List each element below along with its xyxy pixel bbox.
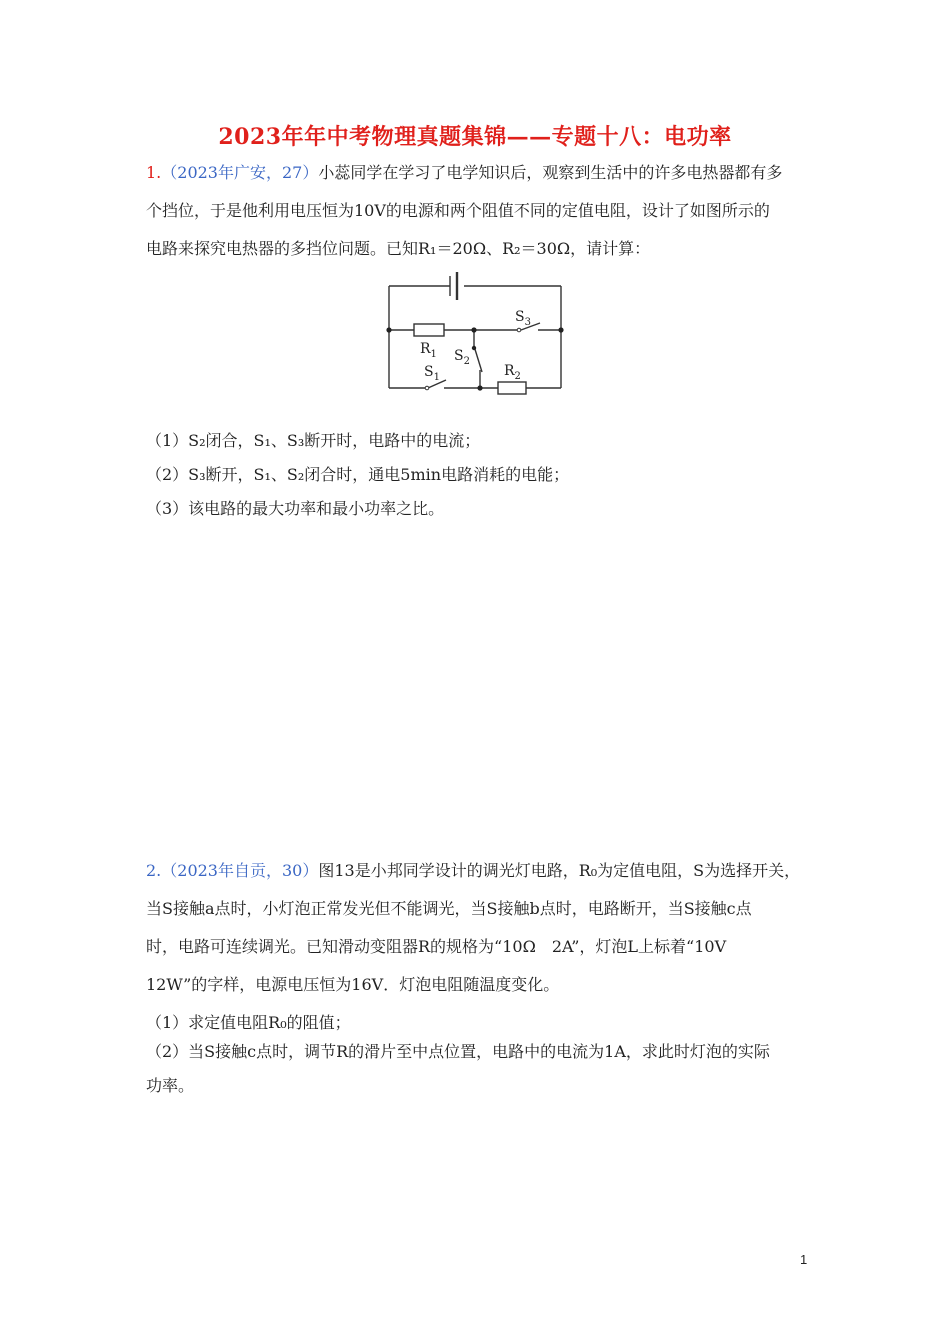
question-2-line-4: 12W”的字样，电源电压恒为16V．灯泡电阻随温度变化。 <box>146 975 560 994</box>
question-1-number: 1. <box>146 163 162 182</box>
r1-label: $R_1$ <box>420 341 437 360</box>
question-1-sub-1: （1）S₂闭合，S₁、S₃断开时，电路中的电流； <box>146 431 481 450</box>
question-1-line-1 <box>146 154 826 192</box>
question-1-sub-2: （2）S₃断开，S₁、S₂闭合时，通电5min电路消耗的电能； <box>146 465 570 484</box>
question-2-text-1: 图13是小邦同学设计的调光灯电路，R₀为定值电阻，S为选择开关， <box>318 861 801 880</box>
r2-label: $R_2$ <box>504 363 521 382</box>
question-2-sub-1: （1）求定值电阻R₀的阻值； <box>146 1013 351 1032</box>
question-2-sub-2-line-2: 功率。 <box>146 1076 195 1095</box>
question-1-line-3: 电路来探究电热器的多挡位问题。已知R₁＝20Ω、R₂＝30Ω，请计算： <box>146 239 651 258</box>
question-2-line-1 <box>146 852 826 890</box>
question-2-line-3: 时，电路可连续调光。已知滑动变阻器R的规格为“10Ω 2A”，灯泡L上标着“10V <box>146 937 727 956</box>
question-2-source: （2023年自贡，30） <box>161 861 319 880</box>
s3-label: $S_3$ <box>515 309 531 328</box>
page-title: 2023年年中考物理真题集锦——专题十八：电功率 <box>218 124 732 150</box>
question-2-sub-2-line-1: （2）当S接触c点时，调节R的滑片至中点位置，电路中的电流为1A，求此时灯泡的实际 <box>146 1042 770 1061</box>
question-2-line-2: 当S接触a点时，小灯泡正常发光但不能调光，当S接触b点时，电路断开，当S接触c点 <box>146 899 752 918</box>
question-1-sub-3: （3）该电路的最大功率和最小功率之比。 <box>146 499 445 518</box>
question-1-source: （2023年广安，27） <box>161 163 319 182</box>
s2-label: $S_2$ <box>454 348 470 367</box>
question-2-sub-2 <box>146 1035 826 1103</box>
s1-label: $S_1$ <box>424 364 440 383</box>
circuit-diagram <box>370 268 580 398</box>
question-1-text-1: 小蕊同学在学习了电学知识后，观察到生活中的许多电热器都有多 <box>318 163 783 182</box>
question-2-stem <box>146 852 826 1004</box>
page-number: 1 <box>800 1252 808 1267</box>
question-1-line-2: 个挡位，于是他利用电压恒为10V的电源和两个阻值不同的定值电阻，设计了如图所示的 <box>146 201 770 220</box>
question-2-number: 2. <box>146 861 162 880</box>
question-1-stem <box>146 154 826 268</box>
